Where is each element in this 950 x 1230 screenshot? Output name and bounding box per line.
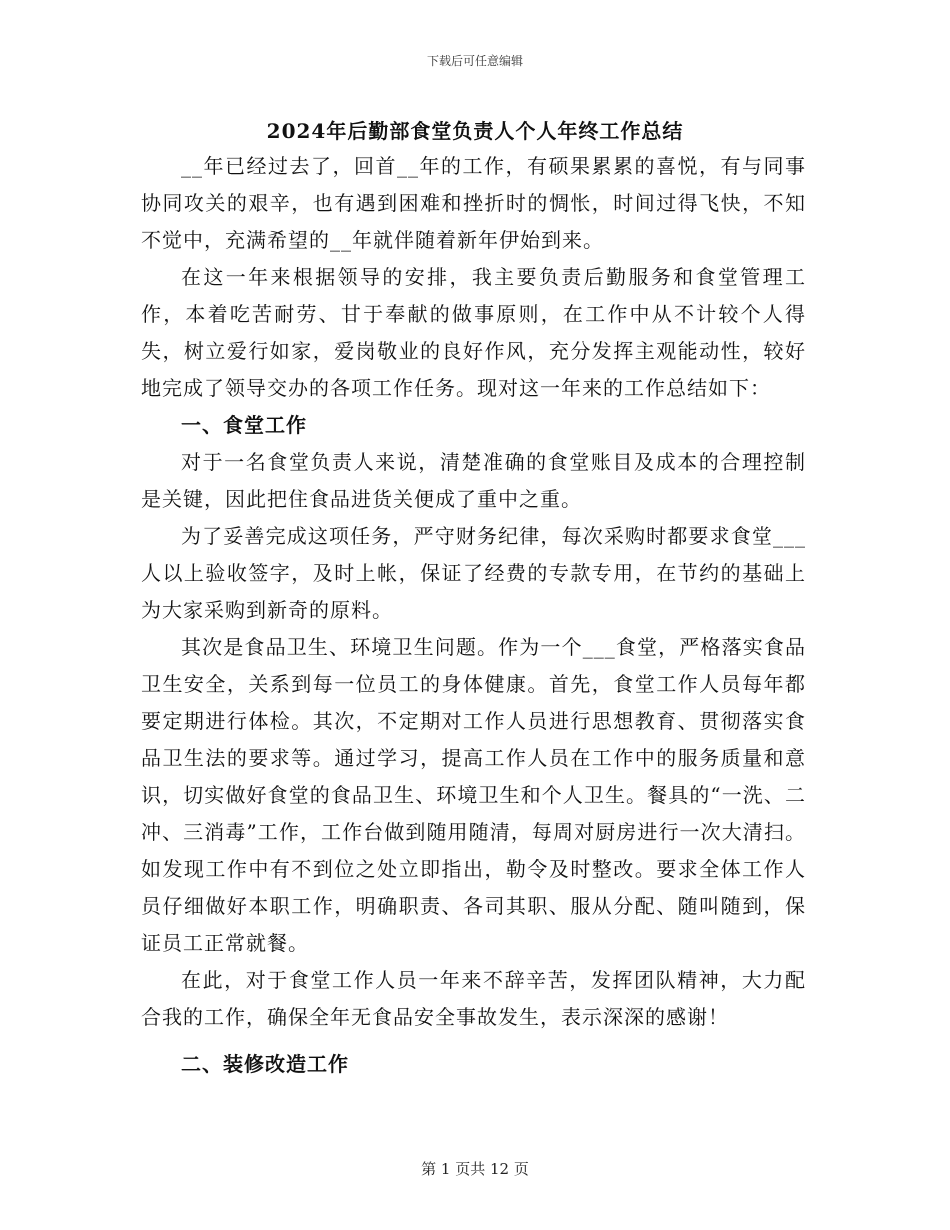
page-footer: 第 1 页共 12 页 <box>421 1160 529 1178</box>
section-heading-renovation: 二、装修改造工作 <box>181 1052 349 1076</box>
paragraph-hygiene: 其次是食品卫生、环境卫生问题。作为一个___食堂，严格落实食品卫生安全，关系到每一位员工的身体健康。首先，食堂工作人员每年都要定期进行体检。其次，不定期对工作人员进行思想教育、贯彻落实食品卫生法的要求等。通过学习，提高工作人员在工作中的服务质量和意识，切实做好食堂的食品卫生、环境卫生和个人卫生。餐具的“一洗、二冲、三消毒”工作，工作台做到随用随清，每周对厨房进行一次大清扫。如发现工作中有不到位之处立即指出，勒令及时整改。要求全体工作人员仔细做好本职工作，明确职责、各司其职、服从分配、随叫随到，保证员工正常就餐。 <box>141 635 806 955</box>
section-heading-canteen: 一、食堂工作 <box>181 413 307 437</box>
paragraph-accounts: 对于一名食堂负责人来说，清楚准确的食堂账目及成本的合理控制是关键，因此把住食品进货关便成了重中之重。 <box>141 450 806 511</box>
paragraph-overview: 在这一年来根据领导的安排，我主要负责后勤服务和食堂管理工作，本着吃苦耐劳、甘于奉献的做事原则，在工作中从不计较个人得失，树立爱行如家，爱岗敬业的良好作风，充分发挥主观能动性，较好地完成了领导交办的各项工作任务。现对这一年来的工作总结如下： <box>141 265 806 400</box>
document-body <box>141 148 806 1083</box>
paragraph-procurement: 为了妥善完成这项任务，严守财务纪律，每次采购时都要求食堂___人以上验收签字，及时上帐，保证了经费的专款专用，在节约的基础上为大家采购到新奇的原料。 <box>141 524 806 622</box>
paragraph-intro: __年已经过去了，回首__年的工作，有硕果累累的喜悦，有与同事协同攻关的艰辛，也有遇到困难和挫折时的惆怅，时间过得飞快，不知不觉中，充满希望的__年就伴随着新年伊始到来。 <box>141 154 806 252</box>
header-note: 下载后可任意编辑 <box>426 54 523 68</box>
paragraph-thanks: 在此，对于食堂工作人员一年来不辞辛苦，发挥团队精神，大力配合我的工作，确保全年无食品安全事故发生，表示深深的感谢！ <box>141 968 806 1029</box>
document-title: 2024年后勤部食堂负责人个人年终工作总结 <box>266 119 684 143</box>
